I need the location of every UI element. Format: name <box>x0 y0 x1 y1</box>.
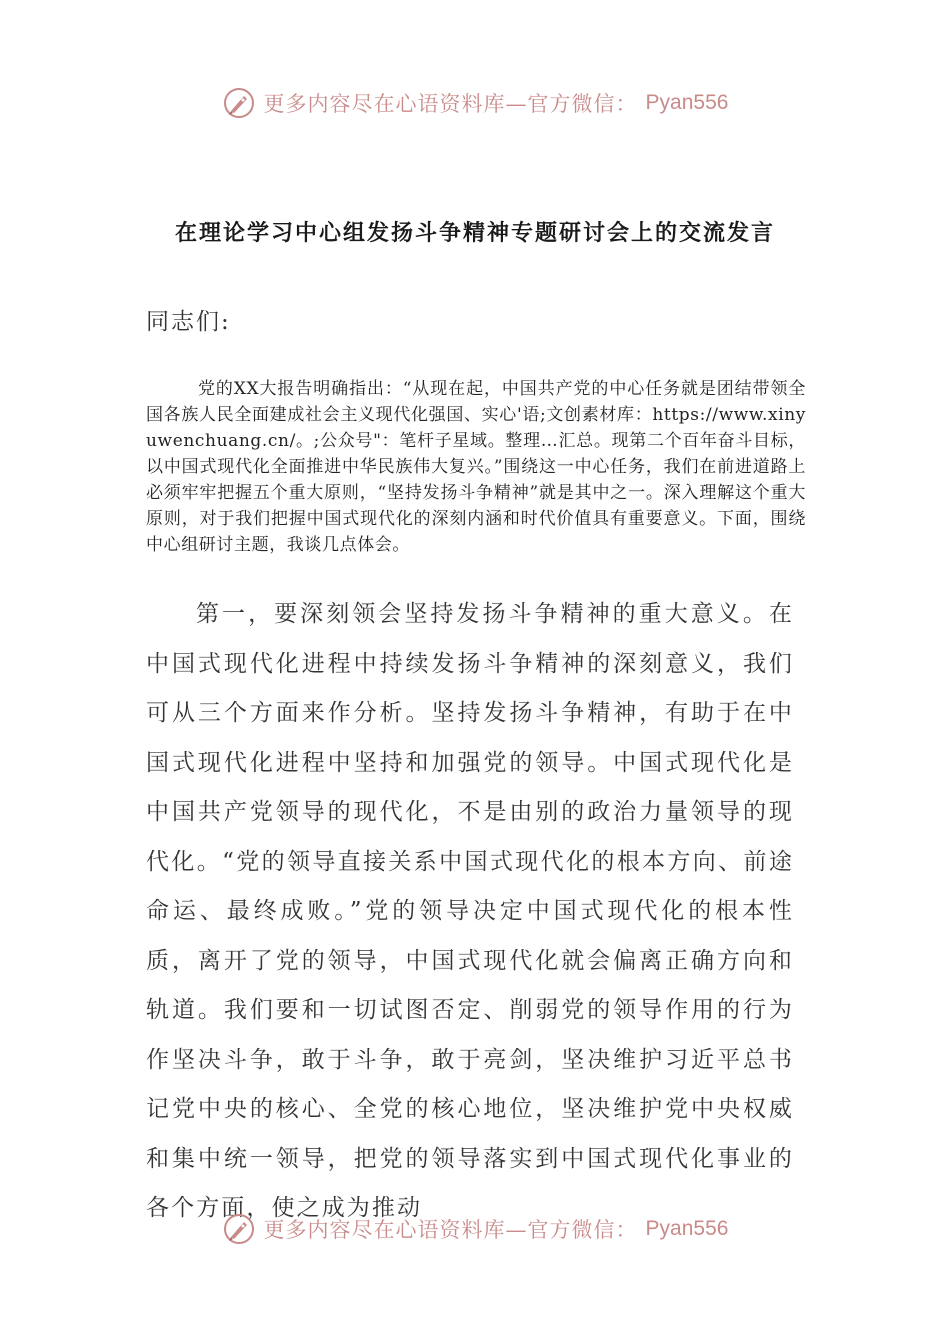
pen-nib-logo-icon <box>222 86 256 120</box>
document-title: 在理论学习中心组发扬斗争精神专题研讨会上的交流发言 <box>174 220 775 246</box>
footer-watermark <box>0 1212 950 1246</box>
watermark-handle: Pyan556 <box>645 1217 729 1240</box>
intro-paragraph: 党的XX大报告明确指出：“从现在起，中国共产党的中心任务就是团结带领全国各族人民全面建成社会主义现代化强国、实心'语;文创素材库：https://www.xinyuwenchuang.cn/。;公众号"：笔杆子星域。整理…汇总。现第二个百年奋斗目标，以中国式现代化全面推进中华民族伟大复兴。”围绕这一中心任务，我们在前进道路上必须牢牢把握五个重大原则，“坚持发扬斗争精神”就是其中之一。深入理解这个重大原则，对于我们把握中国式现代化的深刻内涵和时代价值具有重要意义。下面，围绕中心组研讨主题，我谈几点体会。 <box>146 379 806 555</box>
watermark-text: 更多内容尽在心语资料库—官方微信： <box>263 92 638 116</box>
watermark-text: 更多内容尽在心语资料库—官方微信： <box>263 1218 638 1242</box>
salutation: 同志们: <box>146 309 231 335</box>
header-watermark <box>0 86 950 120</box>
body-paragraph: 第一，要深刻领会坚持发扬斗争精神的重大意义。在中国式现代化进程中持续发扬斗争精神的深刻意义，我们可从三个方面来作分析。坚持发扬斗争精神，有助于在中国式现代化进程中坚持和加强党的领导。中国式现代化是中国共产党领导的现代化，不是由别的政治力量领导的现代化。“党的领导直接关系中国式现代化的根本方向、前途命运、最终成败。”党的领导决定中国式现代化的根本性质，离开了党的领导，中国式现代化就会偏离正确方向和轨道。我们要和一切试图否定、削弱党的领导作用的行为作坚决斗争，敢于斗争，敢于亮剑，坚决维护习近平总书记党中央的核心、全党的核心地位，坚决维护党中央权威和集中统一领导，把党的领导落实到中国式现代化事业的各个方面，使之成为推动 <box>146 601 794 1221</box>
pen-nib-logo-icon <box>222 1212 256 1246</box>
watermark-handle: Pyan556 <box>645 91 729 114</box>
